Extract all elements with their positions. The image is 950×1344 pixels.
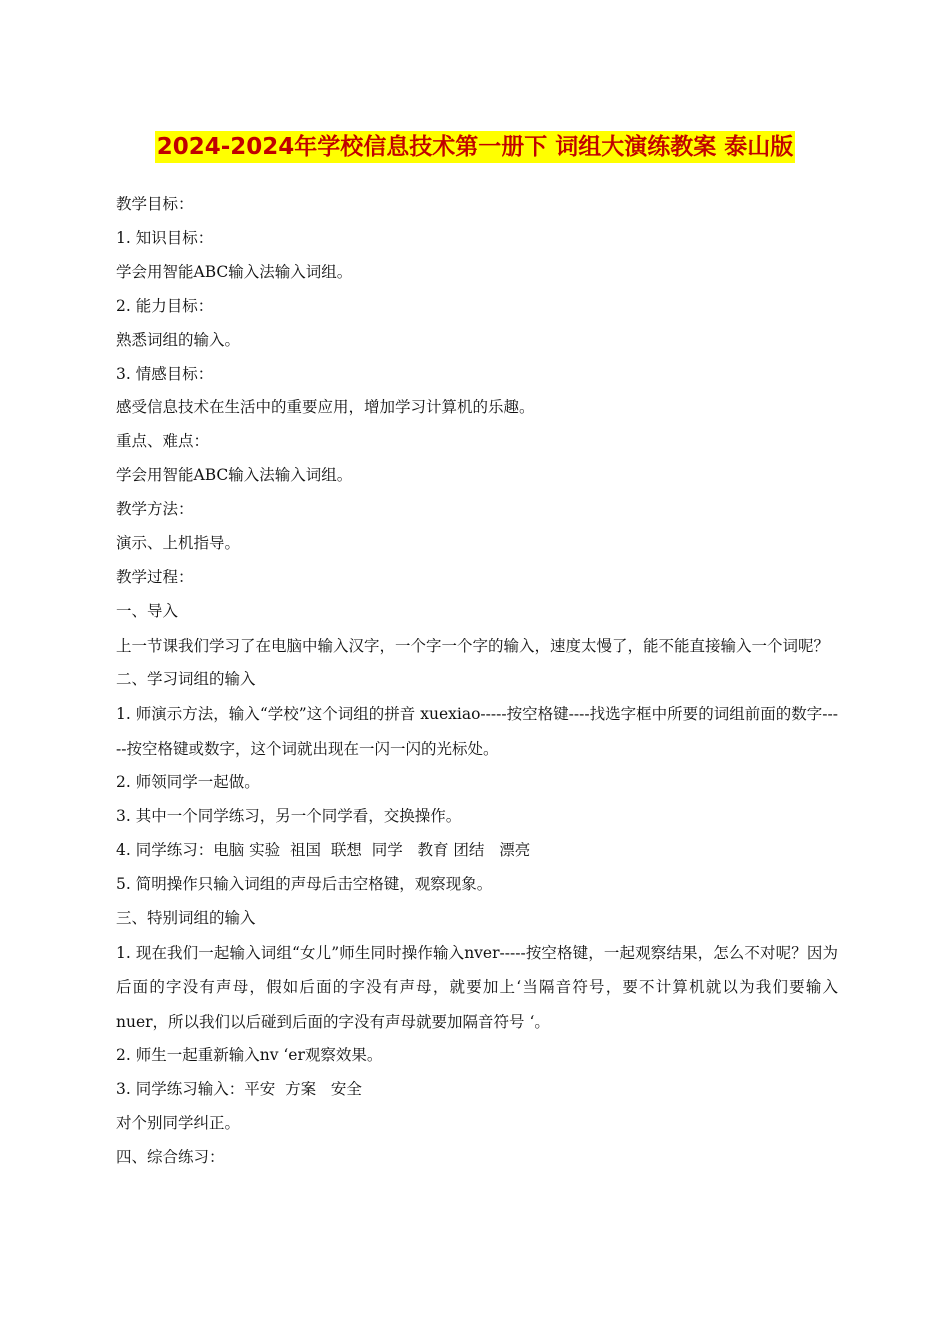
text-line: 熟悉词组的输入。 [116,330,241,349]
heading-teaching-process: 教学过程： [116,567,194,586]
objective-ability: 2. 能力目标： [116,296,214,315]
text-line: 感受信息技术在生活中的重要应用，增加学习计算机的乐趣。 [116,398,535,417]
objective-knowledge: 1. 知识目标： [116,228,214,247]
text-line: 2. 师生一起重新输入nv ‘er观察效果。 [116,1046,383,1065]
heading-teaching-objectives: 教学目标： [116,195,194,213]
section-comprehensive-practice: 四、综合练习： [116,1147,225,1166]
text-line: 4. 同学练习：电脑 实验 祖国 联想 同学 教育 团结 漂亮 [116,841,531,859]
text-line: 对个别同学纠正。 [116,1114,241,1133]
section-intro: 一、导入 [116,601,179,620]
text-line: 2. 师领同学一起做。 [116,773,260,792]
paragraph: 上一节课我们学习了在电脑中输入汉字，一个字一个字的输入，速度太慢了，能不能直接输入一个词呢？ [116,636,830,655]
paragraph: 1. 师演示方法，输入“学校”这个词组的拼音 xuexiao-----按空格键----找选字框中所要的词组前面的数字-----按空格键或数字，这个词就出现在一闪一闪的光标处。 [116,705,838,758]
paragraph: 1. 现在我们一起输入词组“女儿”师生同时操作输入nver-----按空格键，一起观察结果，怎么不对呢？因为后面的字没有声母，假如后面的字没有声母，就要加上‘当隔音符号，要不计算机就以为我们要输入nuer，所以我们以后碰到后面的字没有声母就要加隔音符号 ‘。 [116,943,838,1031]
text-line: 学会用智能ABC输入法输入词组。 [116,262,353,281]
text-line: 学会用智能ABC输入法输入词组。 [116,466,353,485]
objective-emotion: 3. 情感目标： [116,364,214,383]
title-container [0,131,950,163]
text-line: 3. 其中一个同学练习，另一个同学看，交换操作。 [116,807,462,826]
text-line: 3. 同学练习输入：平安 方案 安全 [116,1080,362,1099]
document-title: 2024-2024年学校信息技术第一册下 词组大演练教案 泰山版 [155,131,796,163]
text-line: 演示、上机指导。 [116,534,241,553]
heading-key-points: 重点、难点： [116,432,210,451]
section-learn-phrases: 二、学习词组的输入 [116,670,256,689]
text-line: 5. 简明操作只输入词组的声母后击空格键，观察现象。 [116,874,493,893]
heading-teaching-method: 教学方法： [116,500,194,519]
document-body [116,188,838,1175]
section-special-phrases: 三、特别词组的输入 [116,908,256,927]
